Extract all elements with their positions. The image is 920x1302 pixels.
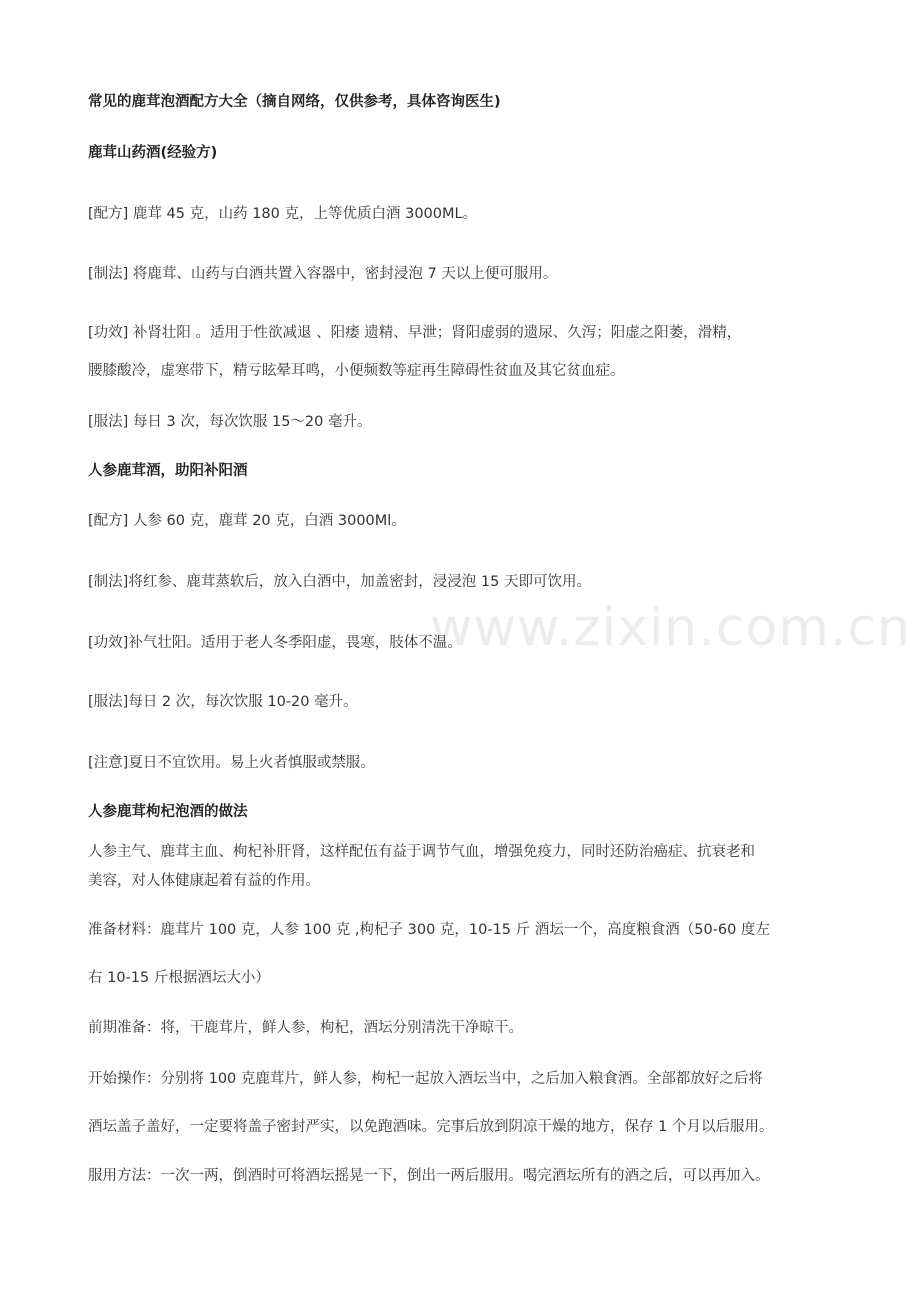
section-3-materials-line-1: 准备材料：鹿茸片 100 克，人参 100 克 ,枸杞子 300 克，10-15 斤 酒坛一个，高度粮食酒（50-60 度左	[88, 922, 770, 938]
section-2-heading: 人参鹿茸酒，助阳补阳酒	[88, 463, 248, 479]
section-1-effect-line-1: [功效] 补肾壮阳 。适用于性欲减退 、阳痿 遗精、早泄；肾阳虚弱的遗尿、久泻；阳虚之阳萎，滑精，	[88, 325, 742, 341]
section-3-start-line-2: 酒坛盖子盖好，一定要将盖子密封严实，以免跑酒味。完事后放到阴凉干燥的地方，保存 1 个月以后服用。	[88, 1119, 774, 1135]
section-1-method: [制法] 将鹿茸、山药与白酒共置入容器中，密封浸泡 7 天以上便可服用。	[88, 266, 558, 282]
section-2-method: [制法]将红参、鹿茸蒸软后，放入白酒中，加盖密封，浸浸泡 15 天即可饮用。	[88, 574, 591, 590]
section-2-usage: [服法]每日 2 次，每次饮服 10-20 毫升。	[88, 694, 358, 710]
document-title: 常见的鹿茸泡酒配方大全（摘自网络，仅供参考，具体咨询医生)	[88, 94, 501, 110]
section-2-note: [注意]夏日不宜饮用。易上火者慎服或禁服。	[88, 755, 375, 771]
section-1-usage: [服法] 每日 3 次，每次饮服 15～20 毫升。	[88, 414, 372, 430]
section-3-materials-line-2: 右 10-15 斤根据酒坛大小）	[88, 970, 270, 986]
section-3-usage: 服用方法：一次一两，倒酒时可将酒坛摇晃一下，倒出一两后服用。喝完酒坛所有的酒之后，可以再加入。	[88, 1168, 770, 1184]
section-2-recipe: [配方] 人参 60 克，鹿茸 20 克，白酒 3000Ml。	[88, 513, 406, 529]
section-3-intro-line-2: 美容，对人体健康起着有益的作用。	[88, 873, 320, 889]
section-3-prep: 前期准备：将，干鹿茸片，鲜人参，枸杞，酒坛分别清洗干净晾干。	[88, 1020, 523, 1036]
section-1-recipe: [配方] 鹿茸 45 克，山药 180 克，上等优质白酒 3000ML。	[88, 206, 478, 222]
section-3-start-line-1: 开始操作：分别将 100 克鹿茸片，鲜人参，枸杞一起放入酒坛当中，之后加入粮食酒。全部都放好之后将	[88, 1071, 763, 1087]
section-3-heading: 人参鹿茸枸杞泡酒的做法	[88, 804, 248, 820]
watermark: www.zixin.com.cn	[430, 598, 911, 658]
section-3-intro-line-1: 人参主气、鹿茸主血、枸杞补肝肾，这样配伍有益于调节气血，增强免疫力，同时还防治癌症、抗衰老和	[88, 844, 755, 860]
section-2-effect: [功效]补气壮阳。适用于老人冬季阳虚，畏寒，肢体不温。	[88, 635, 462, 651]
section-1-effect-line-2: 腰膝酸冷，虚寒带下，精亏眩晕耳鸣，小便频数等症再生障碍性贫血及其它贫血症。	[88, 363, 625, 379]
section-1-heading: 鹿茸山药酒(经验方)	[88, 145, 218, 161]
